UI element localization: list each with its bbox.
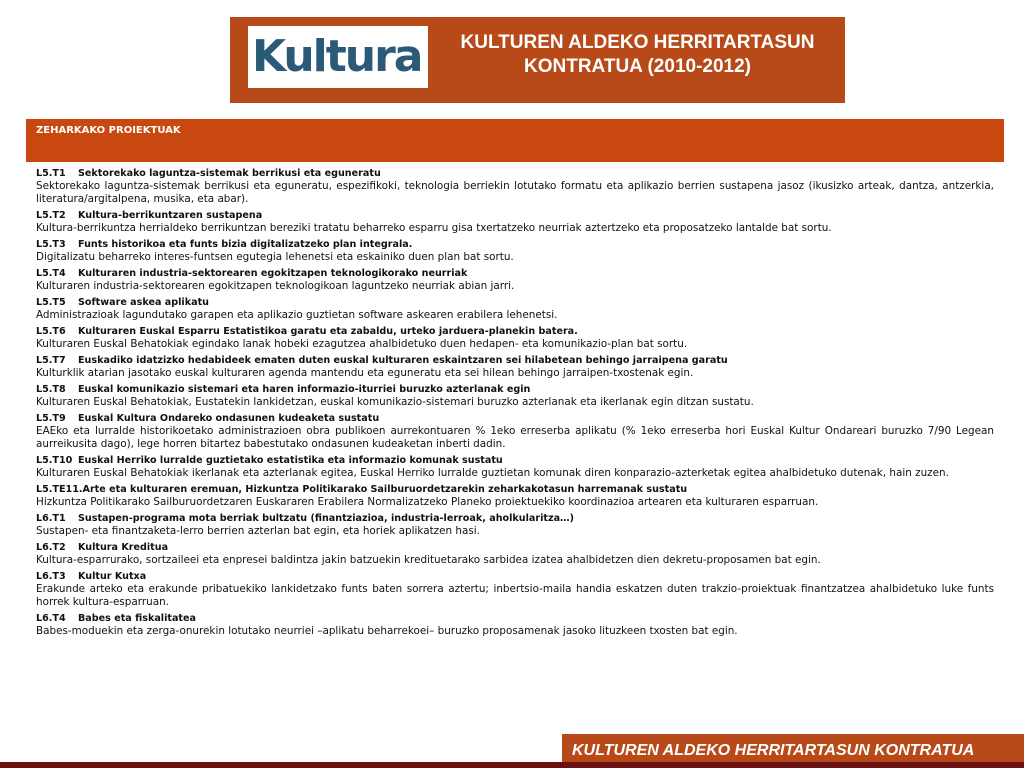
project-item-code: L5.T1: [36, 168, 66, 179]
footer-text: KULTUREN ALDEKO HERRITARTASUN KONTRATUA: [572, 742, 975, 759]
project-item-code: L5.T6: [36, 326, 66, 337]
project-item-description: Sektorekako laguntza-sistemak berrikusi eta eguneratu, espezifikoki, teknologia berriekin lotutako formatu eta aplikazio berrien sustapena jasoz (ikusizko arteak, dantza, antzerkia, literatura/argitalpena, musika, eta abar).: [36, 180, 994, 205]
project-item-code: L5.T9: [36, 413, 66, 424]
project-item: [36, 612, 994, 638]
project-item-heading: [36, 325, 994, 338]
project-item-description: Kulturklik atarian jasotako euskal kulturaren agenda mantendu eta eguneratu eta sei hilean behingo jarraipen-txostenak egin.: [36, 367, 694, 379]
project-item-heading: [36, 454, 994, 467]
project-item-description: Erakunde arteko eta erakunde pribatuekiko lankidetzako funts baten sorrera aztertu; inbertsio-maila handia eskatzen duten trakzio-proiektuak finantzatzea ahalbidetuko luke funts horrek kultura-esparruan.: [36, 583, 994, 608]
project-item-description: EAEko eta lurralde historikoetako administrazioen obra publikoen aurrekontuaren % 1eko erreserba aplikatu (% 1eko erreserba hori Euskal Kultur Ondareari buruzko 7/90 Legean aurreikusita dago), lege horren bitartez babestutako ondasunen kudeaketan inberti dadin.: [36, 425, 994, 450]
project-item: [36, 570, 994, 609]
project-item-title: Kultura-berrikuntzaren sustapena: [78, 210, 263, 221]
project-item-heading: [36, 209, 994, 222]
project-item-description: Kultura-berrikuntza herrialdeko berrikuntzan bereziki tratatu beharreko esparru gisa txertatzeko neurriak aztertzeko eta proposatzeko lantalde bat sortu.: [36, 222, 832, 234]
project-item-title: Kulturaren Euskal Esparru Estatistikoa garatu eta zabaldu, urteko jarduera-planekin batera.: [78, 326, 578, 337]
project-item-heading: [36, 267, 994, 280]
project-item-heading: [36, 612, 994, 625]
project-item-title: Euskal Herriko lurralde guztietako estatistika eta informazio komunak sustatu: [78, 455, 503, 466]
project-item: [36, 383, 994, 409]
project-item-title: Arte eta kulturaren eremuan, Hizkuntza Politikarako Sailburuordetzarekin zeharkakotasun harremanak sustatu: [82, 484, 688, 495]
project-item-title: Sustapen-programa mota berriak bultzatu (finantziazioa, industria-lerroak, aholkularitza…): [78, 513, 575, 524]
project-item-title: Kulturaren industria-sektorearen egokitzapen teknologikorako neurriak: [78, 268, 468, 279]
project-item-description: Kultura-esparrurako, sortzaileei eta enpresei baldintza jakin batzuekin kredituetarako sarbidea izatea ahalbidetzen dien dekretu-proposamen bat egin.: [36, 554, 821, 566]
project-item-code: L6.T3: [36, 571, 66, 582]
project-item-heading: [36, 238, 994, 251]
project-item-code: L5.T2: [36, 210, 66, 221]
project-item-title: Babes eta fiskalitatea: [78, 613, 196, 624]
project-item-description: Babes-moduekin eta zerga-onurekin lotutako neurriei –aplikatu beharrekoei– buruzko proposamenak jasoko lituzkeen txosten bat egin.: [36, 625, 738, 637]
project-item: [36, 296, 994, 322]
project-item-code: L5.T8: [36, 384, 66, 395]
project-item-title: Funts historikoa eta funts bizia digitalizatzeko plan integrala.: [78, 239, 413, 250]
project-item: [36, 454, 994, 480]
project-item-description: Hizkuntza Politikarako Sailburuordetzaren Euskararen Erabilera Normalizatzeko Planeko proiektuekiko koordinazioa artearen eta kulturaren esparruan.: [36, 496, 819, 508]
project-item-title: Kultura Kreditua: [78, 542, 169, 553]
project-item-description: Administrazioak lagundutako garapen eta aplikazio guztietan software askearen erabilera lehenetsi.: [36, 309, 558, 321]
section-label: ZEHARKAKO PROIEKTUAK: [36, 125, 181, 136]
kultura-logo: [248, 26, 428, 88]
page-title: KULTUREN ALDEKO HERRITARTASUN KONTRATUA (2010-2012): [460, 32, 815, 77]
project-item-heading: [36, 354, 994, 367]
project-item-heading: [36, 296, 994, 309]
project-item: [36, 354, 994, 380]
project-item-code: L5.T3: [36, 239, 66, 250]
project-item: [36, 238, 994, 264]
project-item-description: Kulturaren Euskal Behatokiak, Eustatekin lankidetzan, euskal komunikazio-sistemari buruzko azterlanak eta ikerlanak egin ditzan sustatu.: [36, 396, 754, 408]
project-item-code: L5.T10: [36, 455, 73, 466]
project-item-code: L5.TE11.: [36, 484, 83, 495]
project-item: [36, 512, 994, 538]
project-item-heading: [36, 570, 994, 583]
project-item-code: L6.T1: [36, 513, 66, 524]
project-item-code: L5.T4: [36, 268, 66, 279]
project-item-title: Euskal komunikazio sistemari eta haren informazio-iturriei buruzko azterlanak egin: [78, 384, 531, 395]
project-item-description: Kulturaren industria-sektorearen egokitzapen teknologikoan laguntzeko neurriak abian jarri.: [36, 280, 515, 292]
project-item-code: L6.T4: [36, 613, 66, 624]
project-item-description: Kulturaren Euskal Behatokiak ikerlanak eta azterlanak egitea, Euskal Herriko lurralde guztietan komunak diren konparazio-azterketak egitea ahalbidetuko dutenak, hain zuzen.: [36, 467, 949, 479]
project-item: [36, 483, 994, 509]
project-item-title: Kultur Kutxa: [78, 571, 147, 582]
project-item-title: Euskal Kultura Ondareko ondasunen kudeaketa sustatu: [78, 413, 380, 424]
project-item-description: Kulturaren Euskal Behatokiak egindako lanak hobeki ezagutzea ahalbidetuko duen hedapen- eta komunikazio-plan bat sortu.: [36, 338, 688, 350]
project-item-heading: [36, 512, 994, 525]
section-header-bar: [26, 119, 1004, 162]
project-item-heading: [36, 412, 994, 425]
project-item-code: L5.T5: [36, 297, 66, 308]
project-item-title: Software askea aplikatu: [78, 297, 209, 308]
project-item: [36, 325, 994, 351]
project-item: [36, 167, 994, 206]
project-item: [36, 209, 994, 235]
footer-divider: [0, 762, 1024, 768]
header-banner: [230, 17, 845, 103]
logo-text: Kultura: [252, 31, 422, 82]
project-item-heading: [36, 541, 994, 554]
project-item-code: L6.T2: [36, 542, 66, 553]
project-item-heading: [36, 383, 994, 396]
project-item: [36, 412, 994, 451]
project-item-description: Sustapen- eta finantzaketa-lerro berrien azterlan bat egin, eta horiek aplikatzen hasi.: [36, 525, 480, 537]
project-item-title: Euskadiko idatzizko hedabideek ematen duten euskal kulturaren eskaintzaren sei hilabetean behingo jarraipena garatu: [78, 355, 728, 366]
project-item: [36, 267, 994, 293]
project-item-description: Digitalizatu beharreko interes-funtsen egutegia lehenetsi eta eskainiko duen plan bat sortu.: [36, 251, 514, 263]
project-item-code: L5.T7: [36, 355, 66, 366]
project-item: [36, 541, 994, 567]
project-item-title: Sektorekako laguntza-sistemak berrikusi eta eguneratu: [78, 168, 381, 179]
project-item-heading: [36, 167, 994, 180]
project-list: [36, 167, 994, 641]
project-item-heading: [36, 483, 994, 496]
